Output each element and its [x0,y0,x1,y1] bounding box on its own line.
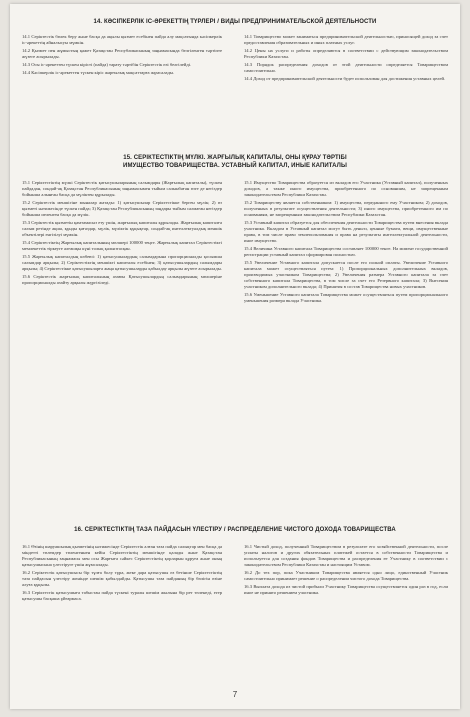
paragraph: 15.4 Величина Уставного капитала Товарищества составляет 100000 тенге. На момент государственной регистрации уставный капитал сформирован полностью. [244,246,448,257]
paragraph: 15.2 Серіктестік меншігіне мыналар жатады: 1) қатысушылар Серіктестікке берген мүлік; 2) өз қызметі нәтижесінде түскен пайда; 3) Қазақстан Республикасының заңдары тыйым салмаған негіздер бойынша иеленген басқа да мүлік. [22,200,222,217]
paragraph: 15.6 Серіктестік жарғылық капиталының азаюы Қатысушылардың салымдарының мөлшеріне пропорционалды азайту арқылы жүргізіледі. [22,274,222,285]
paragraph: 14.3 Осы іс-әрекеттен түскен кірісті (пайда) тарату тәртібін Серіктестік өзі белгілейді. [22,62,192,67]
section-15-right-column [244,180,448,515]
paragraph: 16.2 До тех пор, пока Участником Товарищества является одно лицо, единственный Участник самостоятельно принимает решение о распределении чистого дохода Товарищества. [244,570,448,581]
paragraph: 14.1 Товарищество может заниматься предпринимательской деятельностью, приносящей доход за счет предоставления образовательных и иных платных услуг. [244,34,448,45]
paragraph: 15.4 Серіктестіктің Жарғылық капиталының мөлшері 100000 теңге. Жарғылық капитал Серіктестікті мемлекеттік тіркеуге алғашқы күні толық қалыптасқан. [22,240,222,251]
paragraph: 14.2 Қызмет пен жұмыстың қажет Қазақстан Республикасының заңнамасында белгіленген тәртіпте жүзеге асырылады. [22,48,222,59]
section-15-left-column [22,180,222,515]
paragraph: 16.1 Чистый доход, полученный Товариществом в результате его хозяйственной деятельности, после уплаты налогов и других обязательных платежей остается в собственности Товарищества и используется для создания фондов Товарищества и распределения ее Участнику в соответствии с законодательством Республики Казахстан и настоящим Уставом. [244,544,448,567]
paragraph: 15.1 Имущество Товарищества образуется из вкладов его Участника (Уставный капитал), полученных доходов, а также иного имущества, приобретенного по основаниям, не запрещенным законодательством Республики Казахстан. [244,180,448,197]
paragraph: 14.4 Кәсіпкерлік іс-әрекеттен түскен кіріс жарғылық мақсаттарға жұмсалады. [22,70,175,75]
section-16-title: 16. СЕРІКТЕСТІКТІҢ ТАЗА ПАЙДАСЫН ҮЛЕСТІРУ / РАСПРЕДЕЛЕНИЕ ЧИСТОГО ДОХОДА ТОВАРИЩЕСТВА [74,527,396,533]
section-14-title: 14. КӘСІПКЕРЛІК ІС-ӘРЕКЕТТІҢ ТҮРЛЕРІ / ВИДЫ ПРЕДПРИНИМАТЕЛЬСКОЙ ДЕЯТЕЛЬНОСТИ [93,19,377,25]
paragraph: 15.3 Уставный капитал образуется для обеспечения деятельности Товарищества путем внесения вклада участника. Вкладом в Уставный капитал могут быть деньги, ценные бумаги, вещи, имущественные права, в том числе право землепользования и права на результаты интеллектуальной деятельности, иное имущество. [244,220,448,243]
paragraph: 15.6 Уменьшение Уставного капитала Товарищества может осуществляться путем пропорционального уменьшения размера вклада Участника. [244,292,448,303]
section-16-right-column [244,544,448,684]
paragraph: 15.3 Серіктестік қызметін қамтамасыз ету үшін, жарғылық капиталы құрылады. Жарғылық капиталға салым ретінде ақша, құнды қағаздар, мүлік, мүліктік құқықтар, сондай-ақ интеллектуалдық меншік объектілері енгізілуі мүмкін. [22,220,222,237]
section-16-left-column [22,544,222,684]
paragraph: 14.4 Доход от предпринимательской деятельности будет использован для достижения уставных целей. [244,76,446,81]
section-14-left-column [22,34,222,126]
section-15-title: 15. СЕРІКТЕСТІКТІҢ МҮЛКІ. ЖАРҒЫЛЫҚ КАПИТАЛЫ, ОНЫ ҚҰРАУ ТӘРТІБІ ИМУЩЕСТВО ТОВАРИЩЕСТВА. УСТАВНЫЙ КАПИТАЛ, ИНЫЕ КАПИТАЛЫ [123,155,347,169]
page-number: 7 [232,690,238,699]
paragraph: 15.5 Жарғылық капиталдың көбеюі: 1) қатысушылардың салымдарына пропорционалды қосымша салымдар арқылы; 2) Серіктестіктің меншікті капиталы есебінен; 3) қатысушылардың салымдары арқылы; 4) Серіктестікке қатысушыларға жаңа қатысушыларды қабылдау арқылы жүзеге асырылады. [22,254,222,271]
paragraph: 16.2 Серіктестік қатысушысы бір тұлға болу тұра, жеке дара қатысушы өз бетінше Серіктестіктің таза пайдасын үлестіру жөнінде шешім қабылдайды. Қатысушы таза пайданың бір бөлігін өзіне алуға құқылы. [22,570,222,587]
paragraph: 14.1 Серіктестік бөлек беру және басқа да ақылы қызмет есебінен пайда алу мақсатында кәсіпкерлік іс-әрекеттің айналысуы мүмкін. [22,34,222,45]
paragraph: 16.3 Выплата дохода из чистой прибыли Участнику Товарищества осуществляется один раз в год, если иное не принято решением участника. [244,584,448,595]
paragraph: 15.2 Товариществу является собственником: 1) имущества, переданного ему Участником; 2) доходов, полученных в результате осуществления деятельности; 3) иного имущества, приобретенного им по основаниям, не запрещенным законодательством Республики Казахстан. [244,200,448,217]
document-page [10,4,460,709]
paragraph: 15.1 Серіктестіктің мүлкі Серіктестік қатысушыларының салымдары (Жарғылық капиталы), түскен пайдадан, сондай-ақ Қазақстан Республикасының заңнамасымен тыйым салынбаған өзге де негіздер бойынша алынған басқа да мүліктен құрылады. [22,180,222,197]
paragraph: 14.3 Порядок распределения доходов от этой деятельности определяется Товариществом самостоятельно. [244,62,448,73]
paragraph: 14.2 Цены на услуги и работы определяются в соответствии с действующим законодательством Республики Казахстан. [244,48,448,59]
paragraph: 15.5 Увеличение Уставного капитала допускается после его полной оплаты. Увеличение Уставного капитала может осуществляться путем: 1) Пропорциональных дополнительных вкладов, производимых участником Товарищества; 2) Увеличения размера Уставного капитала за счет собственного капитала Товарищества, в том числе за счет его Резервного капитала; 3) Внесения участником дополнительного вклада; 4) Принятия в состав Товарищества новых участников. [244,260,448,289]
paragraph: 16.1 Өзінің шаруашылық қызметінің нәтижесінде Серіктестік алған таза пайда салықтар мен басқа да міндетті төлемдер төленгеннен кейін Серіктестіктің меншігінде қалады және Қазақстан Республикасының заңнамасы мен осы Жарғыға сәйкес Серіктестіктің қорларын құруға және оның қатысушысына үлестіруге үшін жұмсалады. [22,544,222,567]
paragraph: 16.3 Серіктестік қатысушыға табыстан пайда түскені туралы шешім жылына бір рет төленеді, егер қатысушы басқаша ұйғармаса. [22,590,222,601]
section-14-right-column [244,34,448,126]
